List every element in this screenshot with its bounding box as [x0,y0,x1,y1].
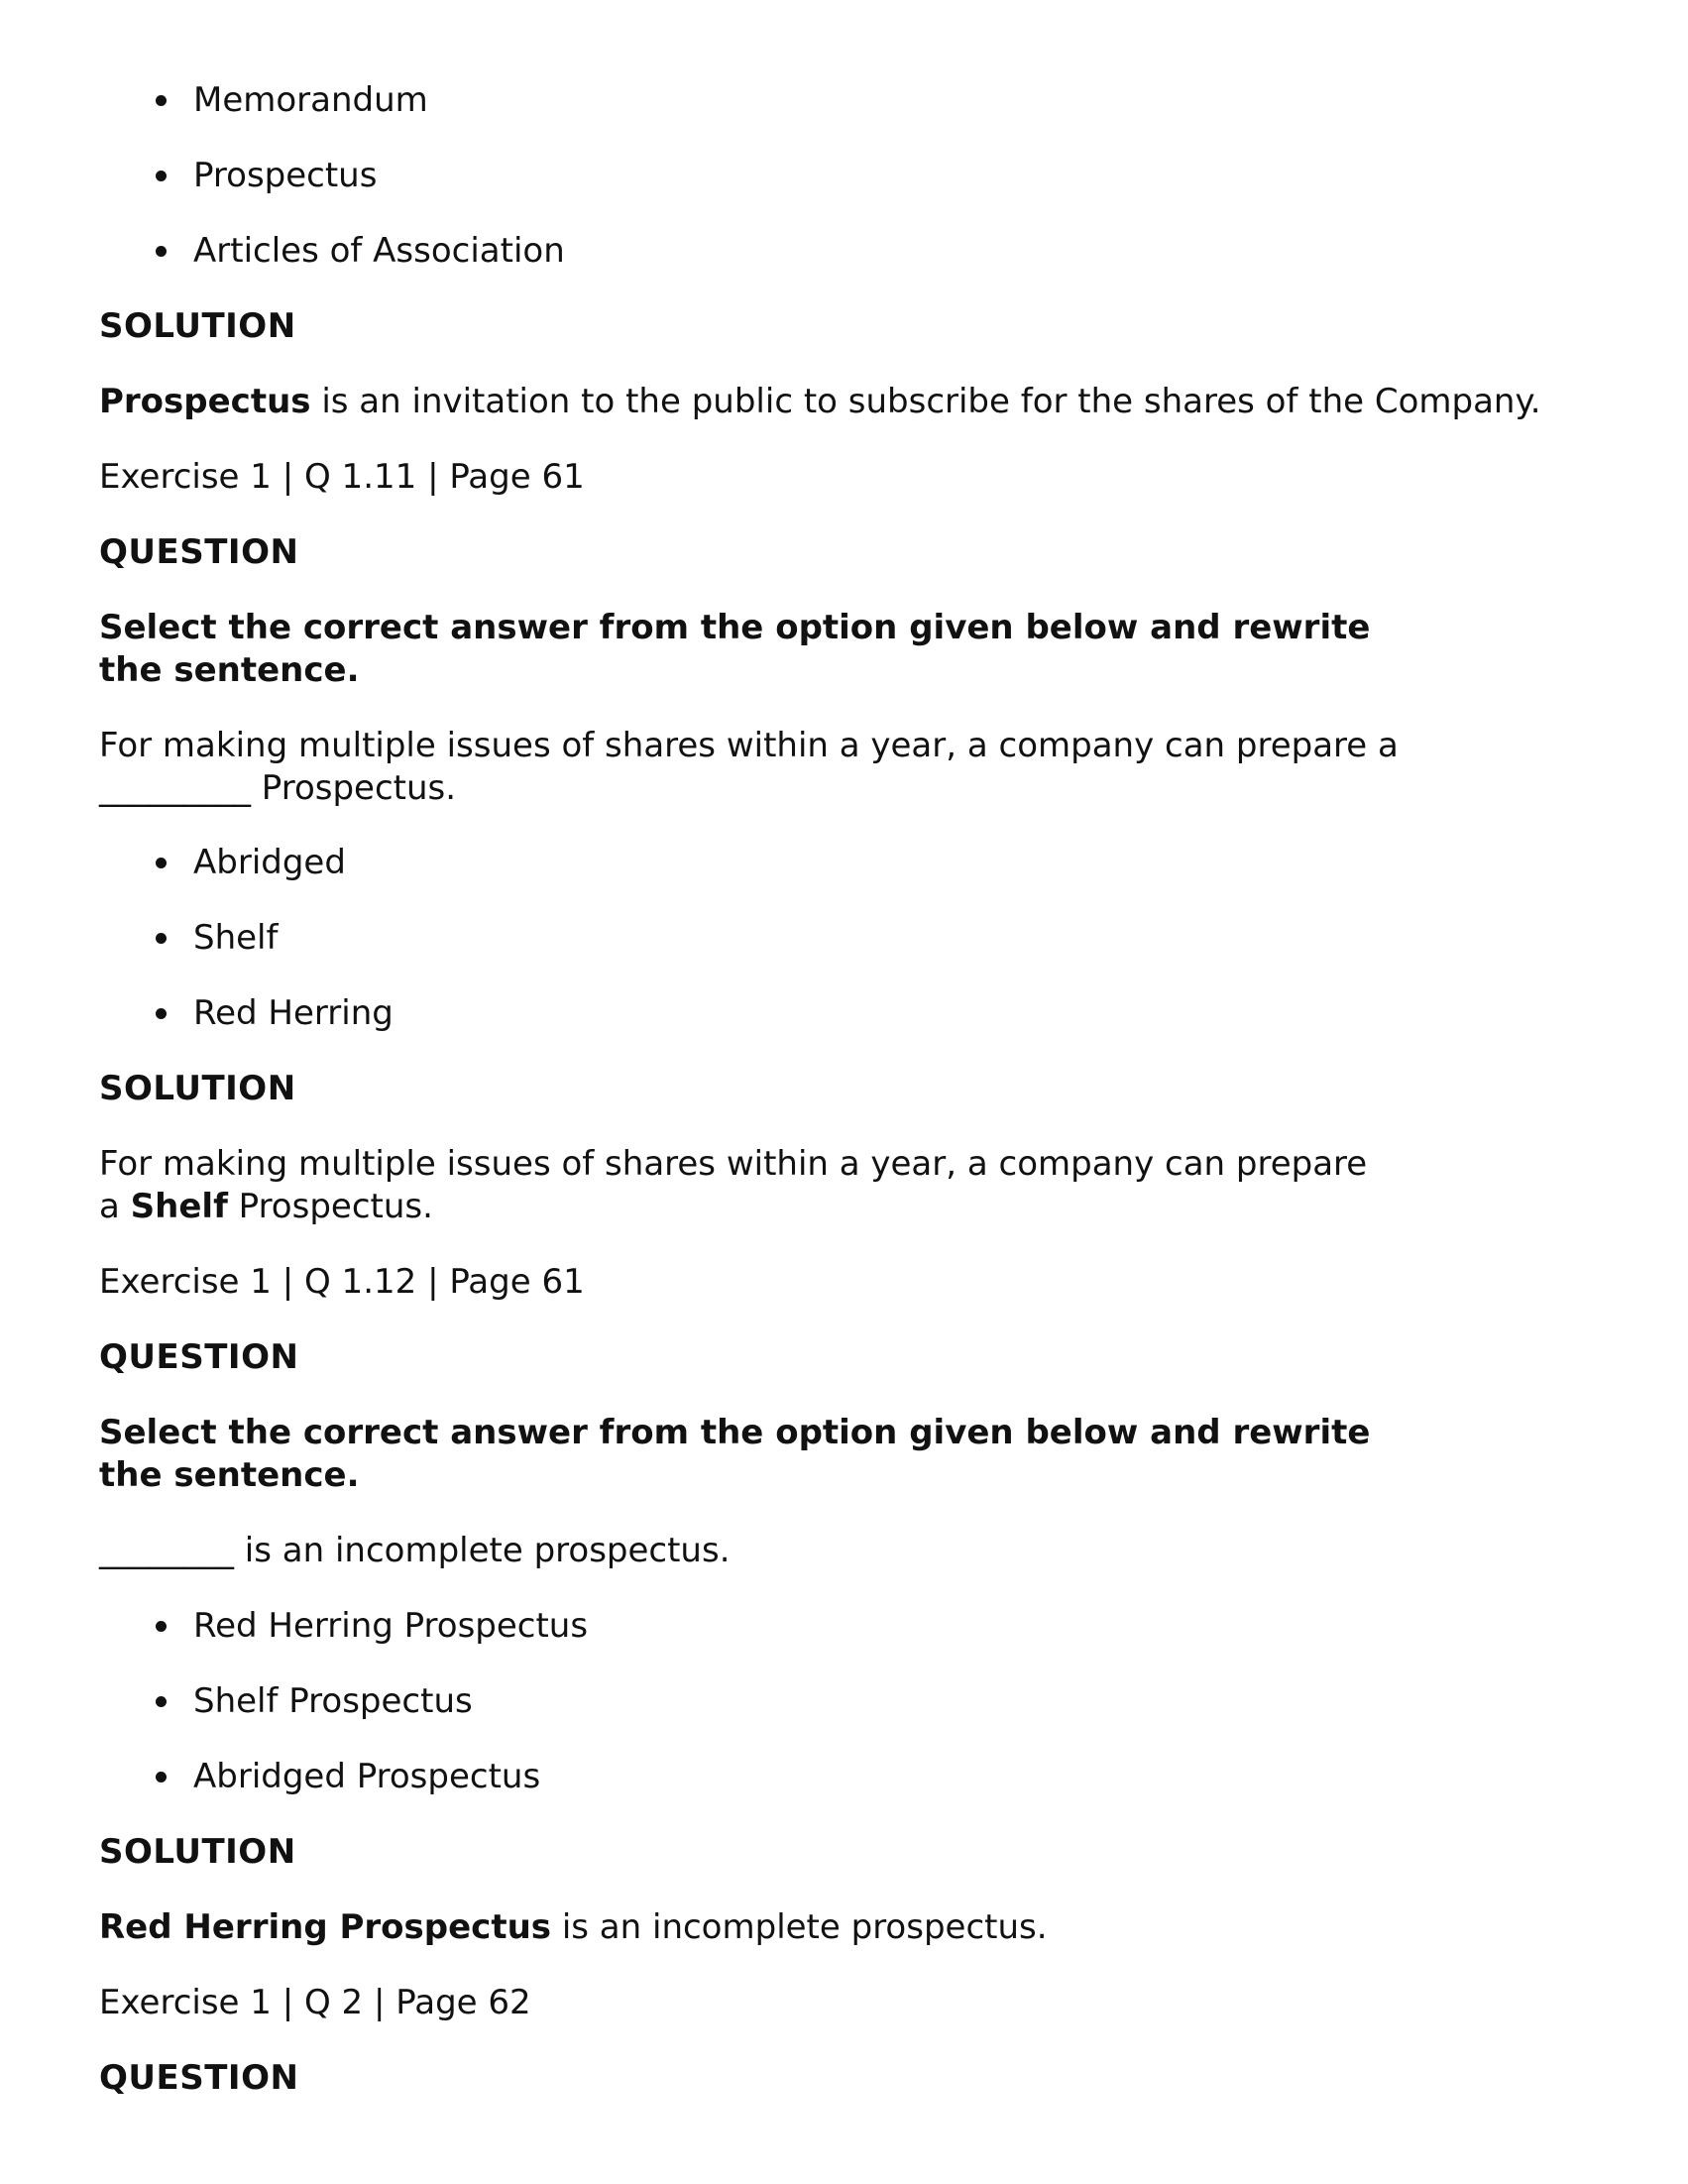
question-instruction: Select the correct answer from the option given below and rewrite the sentence. [99,608,1371,690]
exercise-reference: Exercise 1 | Q 1.11 | Page 61 [99,457,585,497]
bullet-icon [156,1772,167,1782]
options-list [99,1605,1487,1831]
bullet-icon [156,933,167,944]
bullet-icon [156,95,167,106]
question-sentence: For making multiple issues of shares within a year, a company can prepare a _________ Prospectus. [99,726,1399,808]
question-heading: QUESTION [99,1337,299,1377]
exercise-reference: Exercise 1 | Q 2 | Page 62 [99,1983,531,2022]
list-item: Red Herring Prospectus [99,1605,1487,1680]
bullet-icon [156,246,167,257]
list-item: Abridged Prospectus [99,1756,1487,1831]
bullet-icon [156,1621,167,1632]
list-item: Shelf Prospectus [99,1680,1487,1756]
solution-text: Red Herring Prospectus is an incomplete prospectus. [99,1907,1048,1947]
question-heading: QUESTION [99,532,299,572]
bullet-icon [156,858,167,868]
solution-text: For making multiple issues of shares within a year, a company can prepare a Shelf Prospectus. [99,1144,1368,1226]
solution-heading: SOLUTION [99,1069,296,1108]
solution-heading: SOLUTION [99,306,296,346]
bullet-icon [156,171,167,181]
question-heading: QUESTION [99,2058,299,2098]
bullet-icon [156,1696,167,1707]
options-list-previous [99,79,1487,305]
solution-heading: SOLUTION [99,1832,296,1872]
options-list [99,842,1487,1068]
bullet-icon [156,1008,167,1019]
list-item: Prospectus [99,155,1487,230]
list-item: Abridged [99,842,1487,917]
list-item: Red Herring [99,992,1487,1068]
question-sentence: ________ is an incomplete prospectus. [99,1531,731,1570]
list-item: Memorandum [99,79,1487,155]
question-instruction: Select the correct answer from the option given below and rewrite the sentence. [99,1413,1371,1495]
exercise-reference: Exercise 1 | Q 1.12 | Page 61 [99,1262,585,1302]
list-item: Shelf [99,917,1487,992]
list-item: Articles of Association [99,230,1487,305]
solution-text: Prospectus is an invitation to the public to subscribe for the shares of the Company. [99,382,1541,421]
